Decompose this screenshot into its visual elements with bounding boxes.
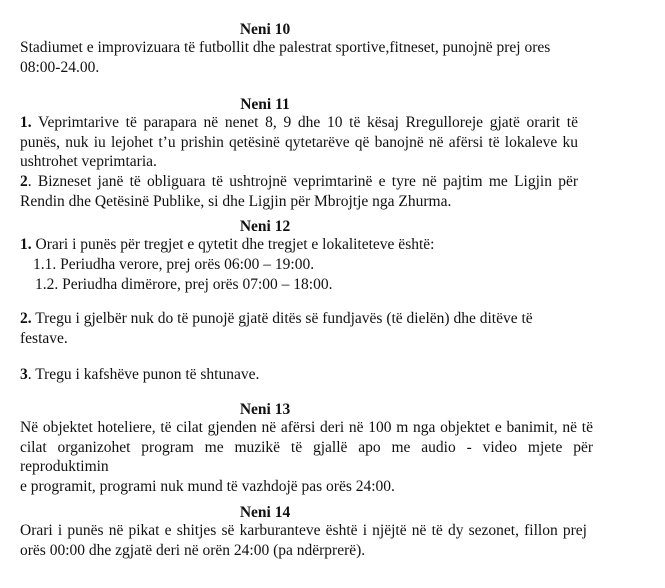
article-14-paragraph — [20, 521, 587, 560]
paragraph-number: 2 — [20, 173, 28, 190]
text-line: orës 00:00 dhe zgjatë deri në orën 24:00 (pa ndërprerë). — [20, 541, 366, 559]
article-11-paragraph-1 — [20, 113, 578, 172]
article-12-paragraph-2 — [20, 309, 590, 348]
text-line — [20, 113, 578, 133]
text-segment: Veprimtarive të parapara në nenet 8, 9 dhe 10 të kësaj Rregulloreje gjatë orarit të — [38, 114, 578, 131]
article-13-paragraph — [20, 418, 593, 496]
paragraph-number: 2. — [20, 310, 32, 327]
article-heading-11: Neni 11 — [240, 96, 290, 113]
text-line: cilat organizohet program me muzikë të gjallë apo me audio - video mjete për reproduktimin — [20, 438, 593, 475]
paragraph-number: 1. — [20, 236, 32, 253]
list-item-1-1: 1.1. Periudha verore, prej orës 06:00 – 19:00. — [33, 256, 315, 273]
text-line: Orari i punës në pikat e shitjes së karburanteve është i njëjtë në të dy sezonet, fillon prej — [20, 522, 587, 539]
article-heading-14: Neni 14 — [239, 504, 291, 521]
article-12-paragraph-3 — [20, 365, 590, 385]
paragraph-number: 1. — [20, 114, 32, 131]
text-line: Rendin dhe Qetësinë Publike, si dhe Ligjin për Mbrojtje nga Zhurma. — [20, 192, 452, 210]
article-heading-12: Neni 12 — [239, 218, 291, 235]
article-heading-10: Neni 10 — [239, 21, 291, 38]
paragraph-number: 3 — [20, 366, 28, 383]
text-line: 08:00-24.00. — [20, 58, 100, 76]
text-line — [20, 235, 590, 255]
text-segment: . Tregu i kafshëve punon të shtunave. — [27, 366, 260, 383]
text-line: e programit, programi nuk mund të vazhdojë pas orës 24:00. — [20, 477, 395, 495]
article-10-paragraph — [20, 38, 590, 77]
text-line: ushtrohet veprimtaria. — [20, 153, 157, 170]
text-line: punës, nuk iu lejohet t’u prishin qetësinë qytetarëve që banojnë në afërsi të lokaleve ku — [20, 133, 578, 151]
text-line — [20, 172, 578, 192]
text-segment: Orari i punës për tregjet e qytetit dhe tregjet e lokaliteteve është: — [31, 236, 435, 253]
text-line — [20, 309, 590, 329]
text-line: festave. — [20, 329, 68, 347]
article-11-paragraph-2 — [20, 172, 578, 211]
article-heading-13: Neni 13 — [239, 401, 291, 418]
list-item-1-2: 1.2. Periudha dimërore, prej orës 07:00 – 18:00. — [35, 276, 333, 293]
text-line — [20, 365, 590, 385]
text-line: Në objektet hoteliere, të cilat gjenden në afërsi deri në 100 m nga objektet e banimit, në të — [20, 419, 593, 436]
text-segment: . Bizneset janë të obliguara të ushtrojnë veprimtarinë e tyre në pajtim me Ligjin për — [27, 173, 578, 190]
text-line: Stadiumet e improvizuara të futbollit dhe palestrat sportive,fitneset, punojnë prej ores — [20, 39, 551, 56]
article-12-paragraph-1 — [20, 235, 590, 255]
text-segment: Tregu i gjelbër nuk do të punojë gjatë ditës së fundjavës (të dielën) dhe ditëve të — [31, 310, 533, 327]
